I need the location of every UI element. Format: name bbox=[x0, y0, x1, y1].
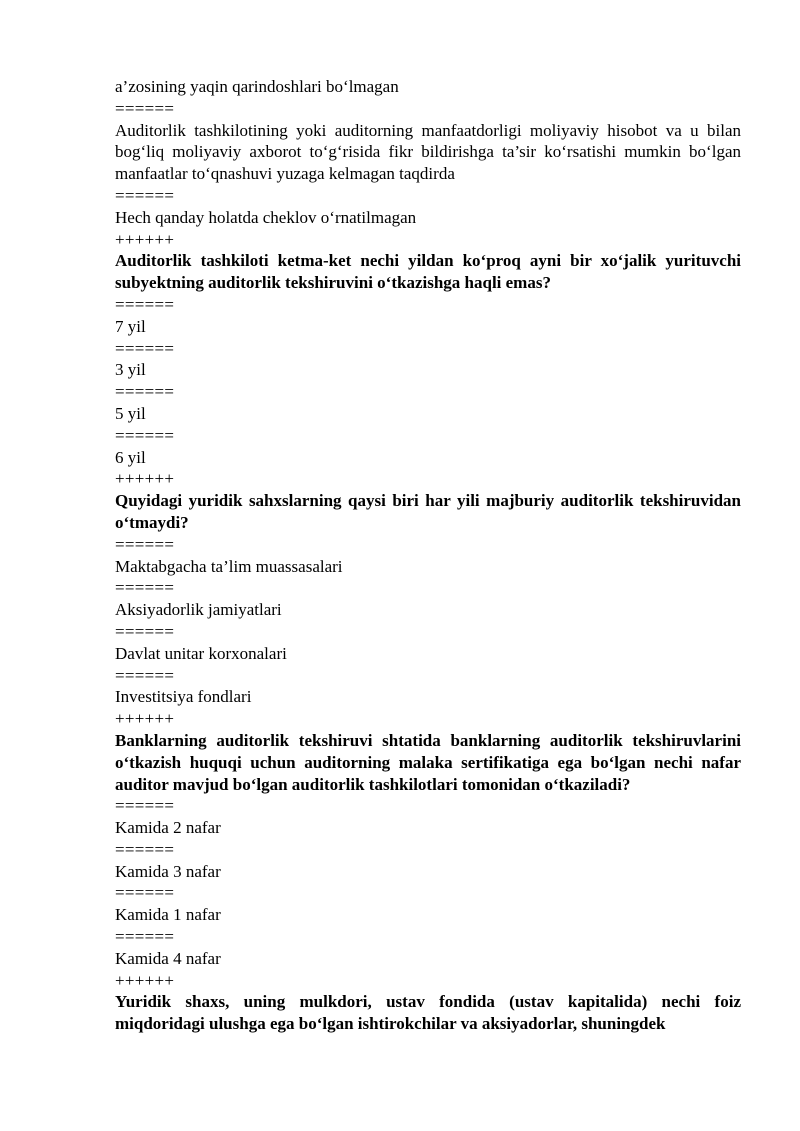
question-separator: ++++++ bbox=[115, 229, 175, 249]
answer-option: Kamida 4 nafar bbox=[115, 948, 221, 968]
question-text: Auditorlik tashkiloti ketma-ket nechi yildan ko‘proq ayni bir xo‘jalik yurituvchi subyektning auditorlik tekshiruvini o‘tkazishga haqli emas? bbox=[115, 251, 741, 293]
answer-separator: ====== bbox=[115, 382, 175, 402]
question-separator: ++++++ bbox=[115, 970, 175, 990]
answer-separator: ====== bbox=[115, 883, 175, 903]
answer-separator: ====== bbox=[115, 621, 175, 641]
answer-separator: ====== bbox=[115, 578, 175, 598]
answer-option: Maktabgacha ta’lim muassasalari bbox=[115, 556, 343, 576]
answer-option: 6 yil bbox=[115, 447, 146, 467]
answer-option: 7 yil bbox=[115, 316, 146, 336]
answer-option: Kamida 1 nafar bbox=[115, 905, 221, 925]
answer-option: Auditorlik tashkilotining yoki auditorning manfaatdorligi moliyaviy hisobot va u bilan bog‘liq moliyaviy axborot to‘g‘risida fikr bildirishga ta’sir ko‘rsatishi mumkin bo‘lgan manfaatlar to‘qnashuvi yuzaga kelmagan taqdirda bbox=[115, 120, 741, 184]
question-text: Quyidagi yuridik sahxslarning qaysi biri har yili majburiy auditorlik tekshiruvidan o‘tmaydi? bbox=[115, 491, 741, 532]
answer-option: Kamida 3 nafar bbox=[115, 861, 221, 881]
answer-separator: ====== bbox=[115, 98, 175, 118]
answer-separator: ====== bbox=[115, 425, 175, 445]
answer-separator: ====== bbox=[115, 927, 175, 947]
answer-option: Investitsiya fondlari bbox=[115, 687, 252, 707]
answer-separator: ====== bbox=[115, 338, 175, 358]
answer-option: Kamida 2 nafar bbox=[115, 818, 221, 838]
question-text: Banklarning auditorlik tekshiruvi shtatida banklarning auditorlik tekshiruvlarini o‘tkazish huquqi uchun auditorning malaka sertifikatiga ega bo‘lgan nechi nafar auditor mavjud bo‘lgan auditorlik tashkilotlari tomonidan o‘tkaziladi? bbox=[115, 730, 741, 794]
answer-option: Hech qanday holatda cheklov o‘rnatilmagan bbox=[115, 207, 417, 227]
question-separator: ++++++ bbox=[115, 709, 175, 729]
answer-separator: ====== bbox=[115, 665, 175, 685]
answer-separator: ====== bbox=[115, 796, 175, 816]
document-page bbox=[115, 76, 741, 1035]
answer-option: Aksiyadorlik jamiyatlari bbox=[115, 600, 282, 620]
answer-separator: ====== bbox=[115, 294, 175, 314]
answer-separator: ====== bbox=[115, 839, 175, 859]
question-separator: ++++++ bbox=[115, 469, 175, 489]
answer-option: Davlat unitar korxonalari bbox=[115, 643, 287, 663]
answer-option: a’zosining yaqin qarindoshlari bo‘lmagan bbox=[115, 77, 399, 96]
answer-separator: ====== bbox=[115, 534, 175, 554]
answer-separator: ====== bbox=[115, 185, 175, 205]
answer-option: 5 yil bbox=[115, 403, 146, 423]
answer-option: 3 yil bbox=[115, 360, 146, 380]
question-text: Yuridik shaxs, uning mulkdori, ustav fondida (ustav kapitalida) nechi foiz miqdoridagi ulushga ega bo‘lgan ishtirokchilar va aksiyadorlar, shuningdek bbox=[115, 992, 741, 1034]
